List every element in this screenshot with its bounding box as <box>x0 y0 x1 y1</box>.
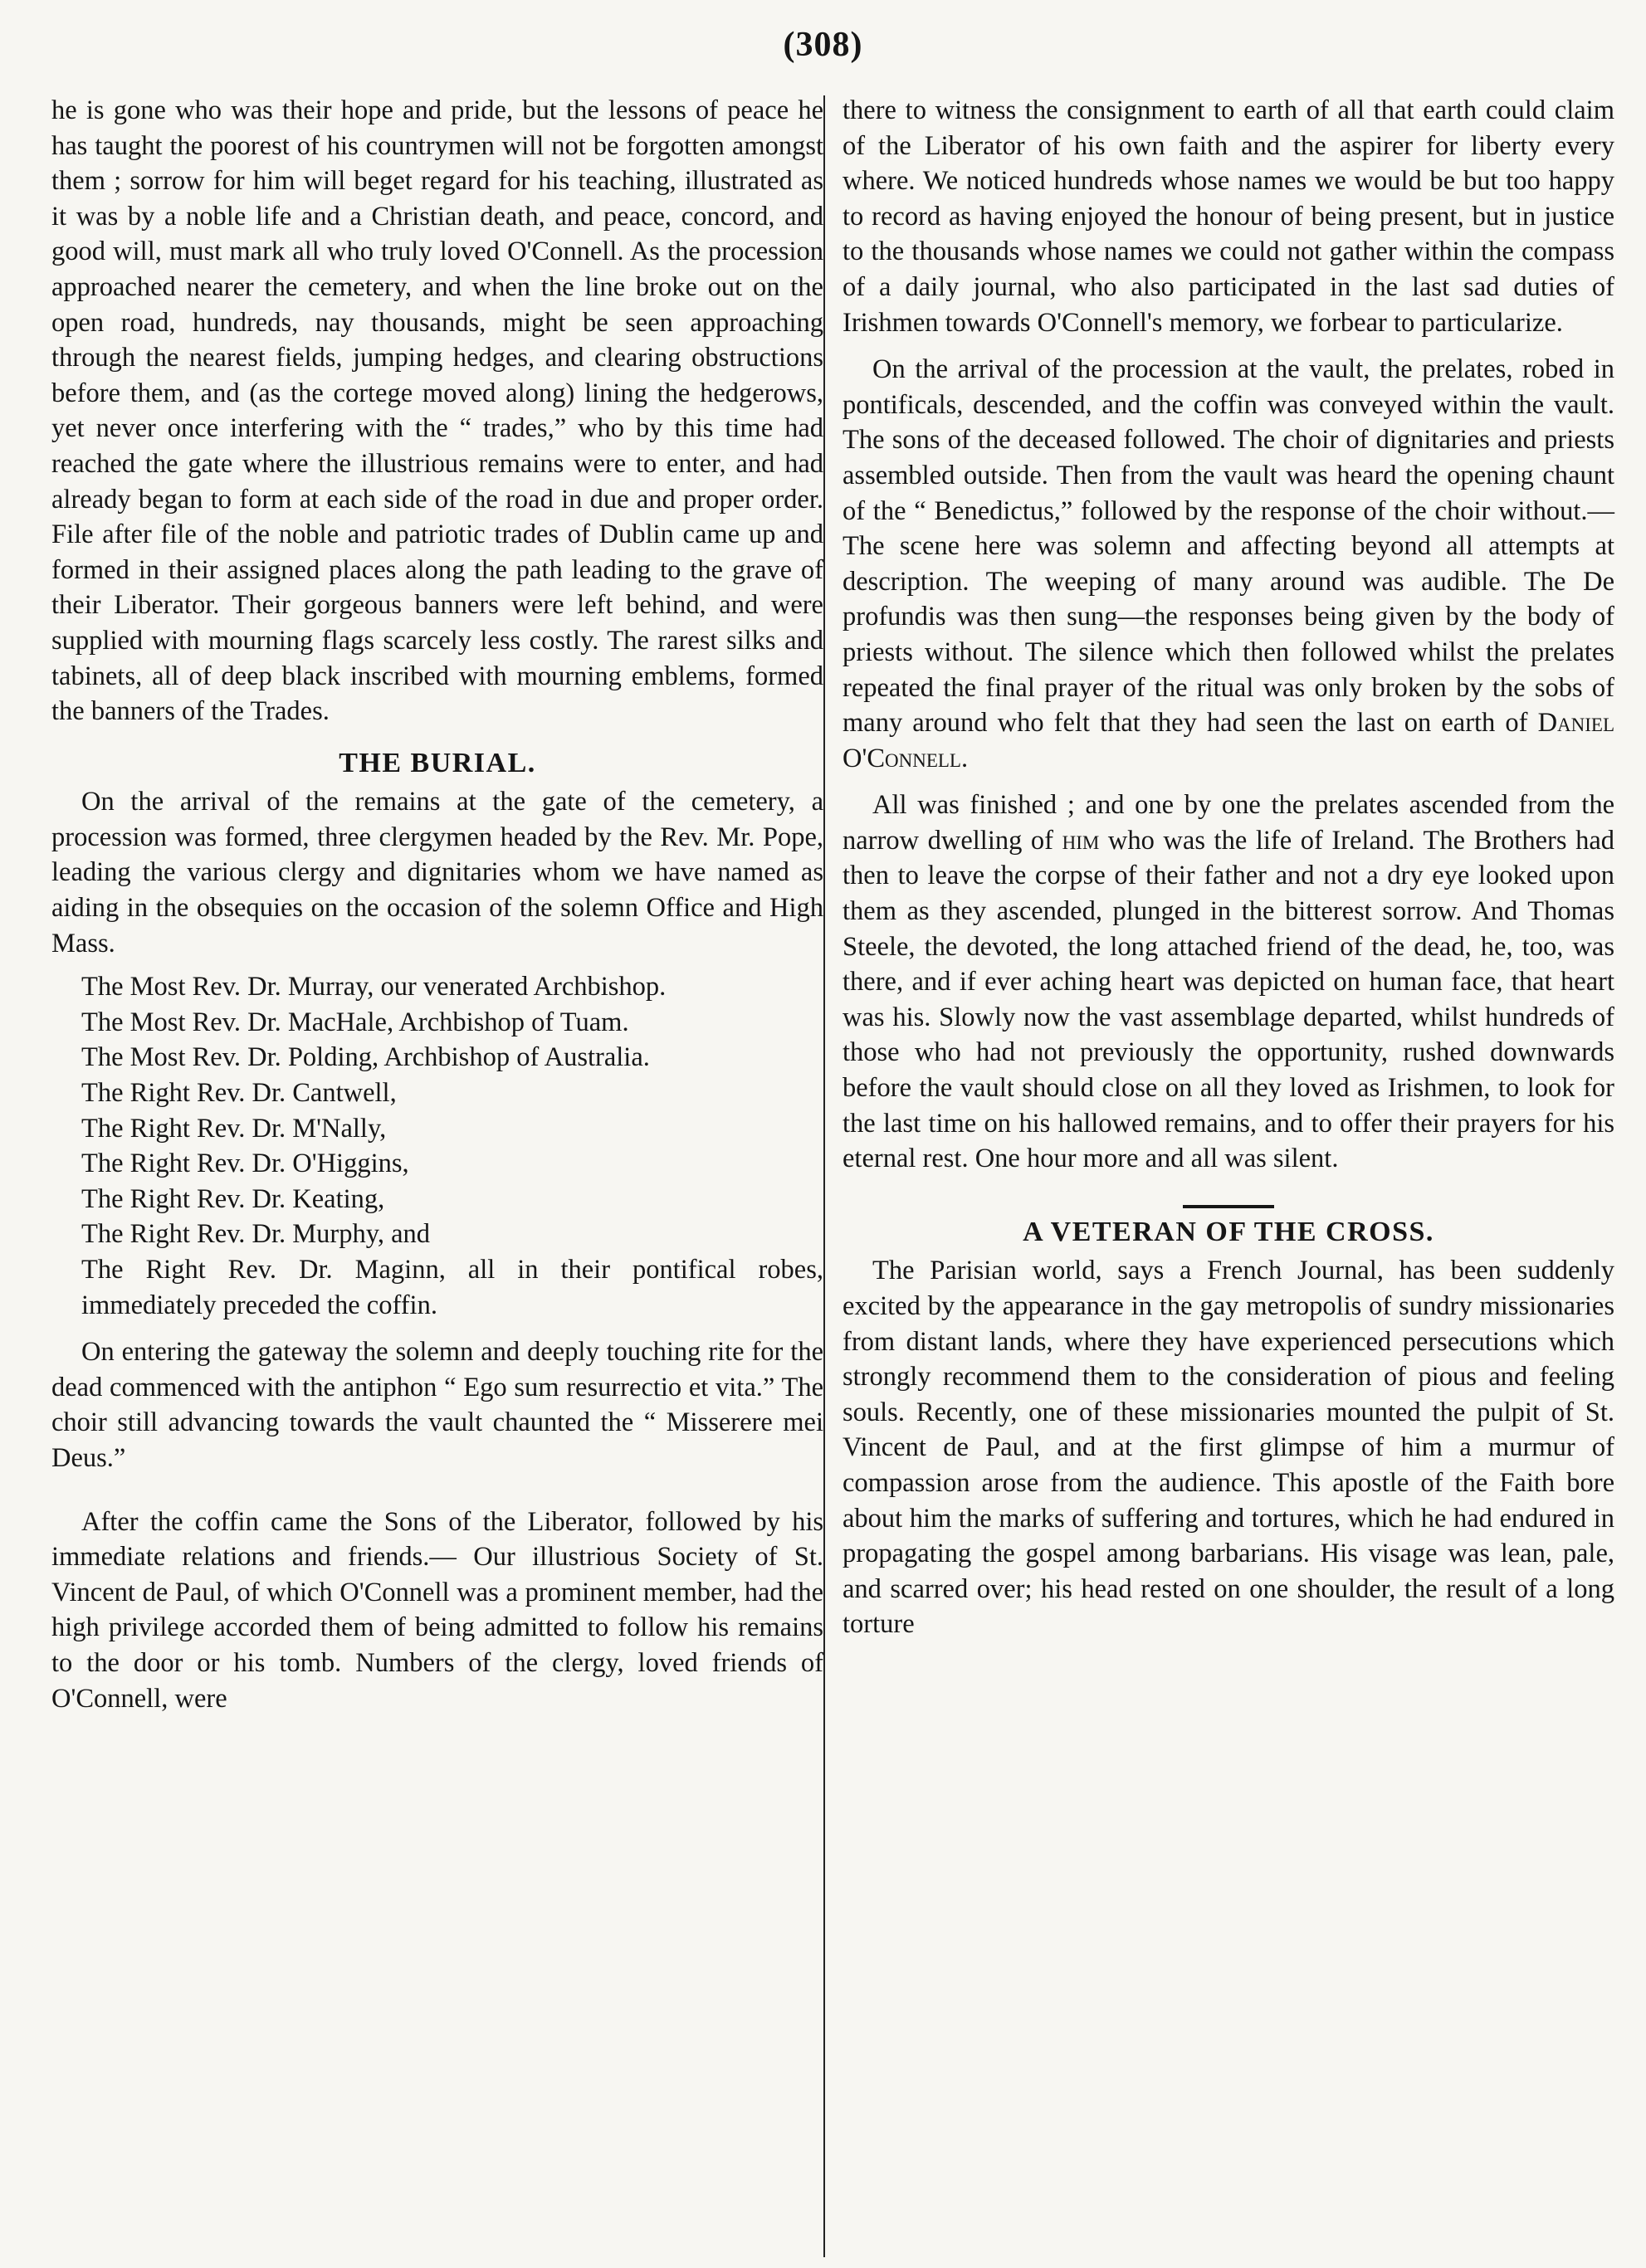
gateway-paragraph: On entering the gateway the solemn and deeply touching rite for the dead commenced with the antiphon “ Ego sum resurrectio et vita.” The choir still advancing towards the vault chaunted the “ Misserere mei Deus.” <box>51 1337 823 1473</box>
prelates-list <box>51 969 823 1323</box>
column-rule <box>823 95 825 2257</box>
prelate-item: The Right Rev. Dr. Keating, <box>81 1183 385 1214</box>
finished-text-start: All was finished ; and one by one the prelates ascended from the narrow dwelling of <box>843 790 1614 856</box>
prelate-item: The Right Rev. Dr. O'Higgins, <box>81 1149 409 1179</box>
veteran-heading: A VETERAN OF THE CROSS. <box>1023 1216 1434 1247</box>
prelate-item: The Right Rev. Dr. Maginn, all in their pontifical robes, immediately preceded the coffin. <box>81 1255 823 1320</box>
burial-paragraph: On the arrival of the remains at the gate of the cemetery, a procession was formed, three clergymen headed by the Rev. Mr. Pope, leading the various clergy and dignitaries whom we have named as aiding in the obsequies on the occasion of the solemn Office and High Mass. <box>51 787 823 958</box>
vault-text: On the arrival of the procession at the vault, the prelates, robed in pontificals, descended, and the coffin was conveyed within the vault. The sons of the deceased followed. The choir of dignitaries and priests assembled outside. Then from the vault was heard the opening chaunt of the “ Benedictus,” followed by the response of the choir without.— The scene here was solemn and affecting beyond all attempts at description. The weeping of many around was audible. The De profundis was then sung—the responses being given by the body of priests without. The silence which then followed whilst the prelates repeated the final prayer of the ritual was only broken by the sobs of many around who felt that they had seen the last on earth of <box>843 354 1614 739</box>
finished-paragraph <box>843 788 1614 1177</box>
left-column <box>51 93 823 1716</box>
burial-heading: THE BURIAL. <box>339 747 536 778</box>
sons-paragraph: After the coffin came the Sons of the Liberator, followed by his immediate relations and friends.— Our illustrious Society of St. Vincent de Paul, of which O'Connell was a prominent member, had the high privilege accorded them of being admitted to follow his remains to the door or his tomb. Numbers of the clergy, loved friends of O'Connell, were <box>51 1506 823 1714</box>
oconnell-name: Daniel O'Connell. <box>843 708 1615 773</box>
page-number: (308) <box>783 26 863 64</box>
prelate-item: The Most Rev. Dr. MacHale, Archbishop of Tuam. <box>81 1007 629 1037</box>
witness-paragraph: there to witness the consignment to earth of all that earth could claim of the Liberator of his own faith and the aspirer for liberty every where. We noticed hundreds whose names we would be but too happy to record as having enjoyed the honour of being present, but in justice to the thousands whose names we could not gather within the compass of a daily journal, who also participated in the last sad duties of Irishmen towards O'Connell's memory, we forbear to particularize. <box>843 95 1614 338</box>
right-column <box>843 93 1614 1642</box>
prelate-item: The Right Rev. Dr. Cantwell, <box>81 1078 397 1109</box>
prelate-item: The Right Rev. Dr. M'Nally, <box>81 1113 387 1144</box>
section-divider <box>1183 1205 1274 1208</box>
prelate-item: The Right Rev. Dr. Murphy, and <box>81 1219 431 1250</box>
veteran-paragraph: The Parisian world, says a French Journal, has been suddenly excited by the appearance in the gay metropolis of sundry missionaries from distant lands, where they have experienced persecutions which strongly recommend them to the consideration of pious and feeling souls. Recently, one of these missionaries mounted the pulpit of St. Vincent de Paul, and at the first glimpse of him a murmur of compassion arose from the audience. This apostle of the Faith bore about him the marks of suffering and tortures, which he had endured in propagating the gospel among barbarians. His visage was lean, pale, and scarred over; his head rested on one shoulder, the result of a long torture <box>843 1256 1614 1640</box>
procession-paragraph: he is gone who was their hope and pride, but the lessons of peace he has taught the poorest of his countrymen will not be forgotten amongst them ; sorrow for him will beget regard for his teaching, illustrated as it was by a noble life and a Christian death, and peace, concord, and good will, must mark all who truly loved O'Connell. As the procession approached nearer the cemetery, and when the line broke out on the open road, hundreds, nay thousands, might be seen approaching through the nearest fields, jumping hedges, and clearing obstructions before them, and (as the cortege moved along) lining the hedgerows, yet never once interfering with the “ trades,” who by this time had reached the gate where the illustrious remains were to enter, and had already began to form at each side of the road in due and proper order. File after file of the noble and patriotic trades of Dublin came up and formed in their assigned places along the path leading to the grave of their Liberator. Their gorgeous banners were left behind, and were supplied with mourning flags scarcely less costly. The rarest silks and tabinets, all of deep black inscribed with mourning emblems, formed the banners of the Trades. <box>51 95 823 727</box>
prelate-item: The Most Rev. Dr. Murray, our venerated Archbishop. <box>81 972 667 1002</box>
him-word: him <box>1062 825 1100 856</box>
prelate-item: The Most Rev. Dr. Polding, Archbishop of Australia. <box>81 1042 650 1073</box>
finished-text-rest: who was the life of Ireland. The Brothers had then to leave the corpse of their father and not a dry eye looked upon them as they ascended, plunged in the bitterest sorrow. And Thomas Steele, the devoted, the long attached friend of the dead, he, too, was there, and if ever aching heart was depicted on human face, that heart was his. Slowly now the vast assemblage departed, whilst hundreds of those who had not previously the opportunity, rushed downwards before the vault should close on all they loved as Irishmen, to look for the last time on his hallowed remains, and to offer their prayers for his eternal rest. One hour more and all was silent. <box>843 825 1614 1174</box>
vault-paragraph <box>843 352 1614 776</box>
